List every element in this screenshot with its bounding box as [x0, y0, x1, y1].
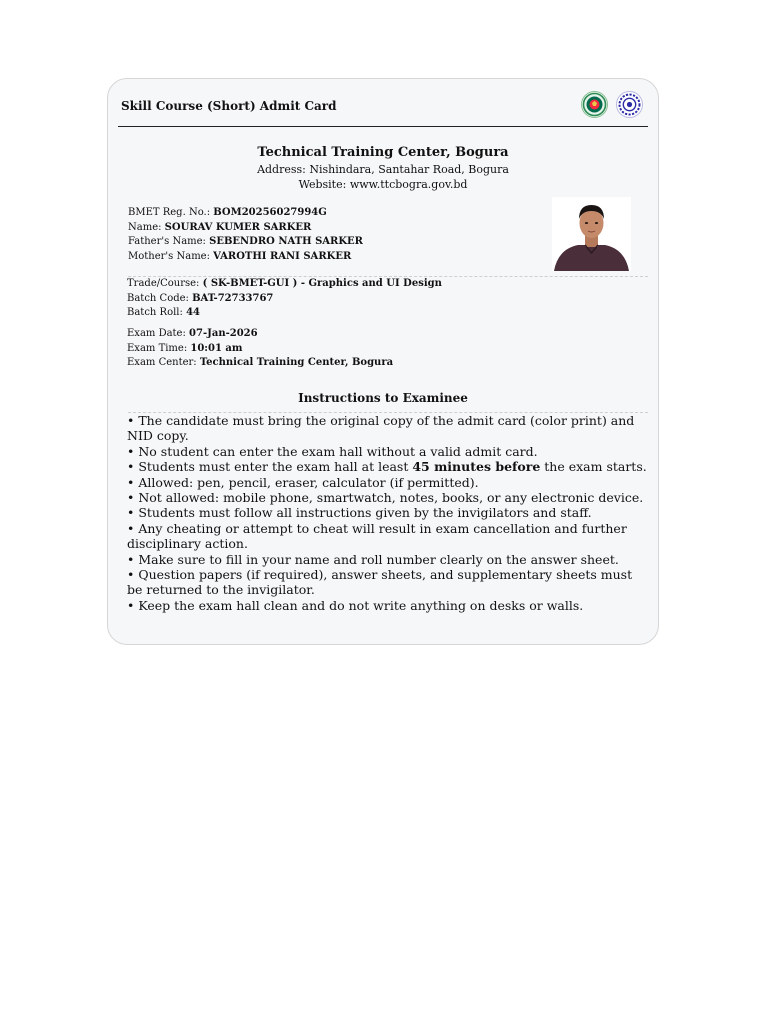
exam-date-value: 07-Jan-2026: [189, 328, 258, 339]
father-label: Father's Name:: [128, 236, 206, 247]
name-row: [128, 221, 363, 236]
center-name: Technical Training Center, Bogura: [257, 145, 509, 160]
instructions-list: [127, 413, 647, 613]
bmet-logo-icon: [616, 91, 643, 118]
batch-roll-row: [127, 306, 442, 321]
course-info: [127, 277, 442, 321]
father-value: SEBENDRO NATH SARKER: [209, 236, 363, 247]
center-website: Website: www.ttcbogra.gov.bd: [298, 178, 468, 191]
exam-center-value: Technical Training Center, Bogura: [199, 357, 394, 368]
father-row: [128, 235, 363, 250]
reg-row: [128, 206, 363, 221]
batch-roll-label: Batch Roll:: [127, 307, 183, 318]
name-label: Name:: [128, 221, 162, 233]
batch-code-label: Batch Code:: [127, 292, 189, 304]
batch-code-value: BAT-72733767: [192, 292, 274, 304]
instruction-item: • Allowed: pen, pencil, eraser, calculator (if permitted).: [127, 474, 479, 490]
exam-center-label: Exam Center:: [127, 357, 197, 368]
instruction-item: • Make sure to fill in your name and roll number clearly on the answer sheet.: [127, 551, 619, 567]
instruction-item: • Students must follow all instructions given by the invigilators and staff.: [127, 505, 592, 521]
bangladesh-government-seal-icon: [581, 91, 608, 118]
admit-card: [107, 78, 659, 645]
instruction-item: [127, 459, 647, 474]
mother-row: [128, 250, 363, 265]
trade-value: ( SK-BMET-GUI ) - Graphics and UI Design: [202, 278, 442, 289]
instruction-item-emphasis: 45 minutes before: [412, 459, 541, 475]
trade-label: Trade/Course:: [127, 278, 200, 289]
instruction-item: • The candidate must bring the original copy of the admit card (color print) and NID copy.: [127, 413, 635, 444]
mother-value: VAROTHI RANI SARKER: [213, 250, 352, 262]
instruction-item: • Not allowed: mobile phone, smartwatch, notes, books, or any electronic device.: [127, 490, 644, 506]
trade-row: [127, 277, 442, 292]
exam-time-label: Exam Time:: [127, 342, 188, 354]
instruction-item: • Question papers (if required), answer sheets, and supplementary sheets must be returned to the invigilator.: [127, 567, 633, 598]
instruction-item: • Any cheating or attempt to cheat will result in exam cancellation and further disciplinary action.: [127, 520, 627, 552]
instruction-item-tail: the exam starts.: [540, 459, 647, 475]
name-value: SOURAV KUMER SARKER: [164, 221, 312, 233]
exam-time-value: 10:01 am: [190, 342, 243, 354]
batch-code-row: [127, 292, 442, 307]
batch-roll-value: 44: [186, 307, 200, 318]
center-block: [108, 144, 658, 192]
exam-center-row: [127, 356, 393, 371]
candidate-photo: [552, 197, 631, 271]
exam-date-label: Exam Date:: [127, 328, 186, 339]
instructions-title: Instructions to Examinee: [298, 391, 468, 405]
instruction-item: • Keep the exam hall clean and do not write anything on desks or walls.: [127, 597, 584, 613]
exam-info: [127, 327, 393, 371]
card-title: Skill Course (Short) Admit Card: [121, 99, 337, 113]
card-header: [118, 79, 648, 127]
reg-value: BOM20256027994G: [213, 207, 327, 218]
center-address: Address: Nishindara, Santahar Road, Bogura: [257, 163, 509, 176]
reg-label: BMET Reg. No.:: [128, 207, 211, 218]
candidate-info: [128, 206, 363, 264]
instruction-item-text: • Students must enter the exam hall at least: [127, 459, 413, 475]
mother-label: Mother's Name:: [128, 250, 210, 262]
exam-time-row: [127, 342, 393, 357]
instruction-item: • No student can enter the exam hall without a valid admit card.: [127, 443, 538, 459]
exam-date-row: [127, 327, 393, 342]
